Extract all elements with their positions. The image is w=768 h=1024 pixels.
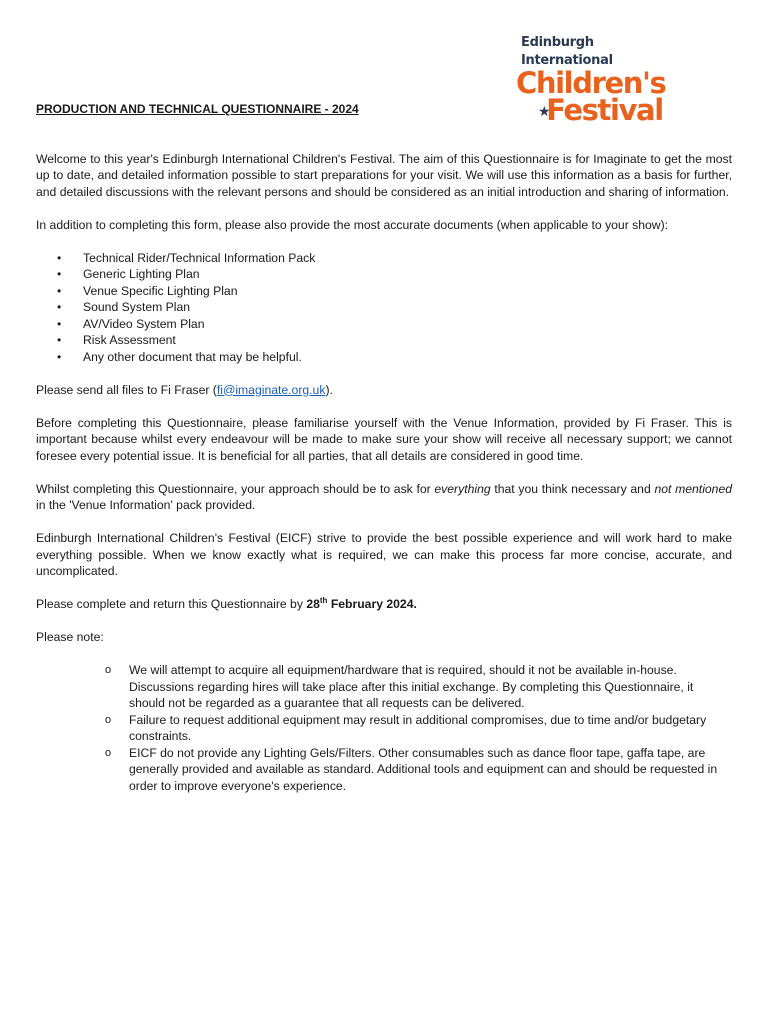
documents-list bbox=[36, 250, 732, 366]
notes-list bbox=[36, 662, 732, 794]
approach-everything: everything bbox=[434, 481, 491, 496]
send-files-paragraph bbox=[36, 382, 732, 399]
logo-line-1: Edinburgh International bbox=[521, 35, 613, 68]
logo-line-2: Children's bbox=[516, 66, 666, 100]
deadline-day: 28 bbox=[306, 597, 320, 611]
send-before: Please send all files to Fi Fraser ( bbox=[36, 382, 217, 397]
page-title: PRODUCTION AND TECHNICAL QUESTIONNAIRE - 2024 bbox=[36, 102, 359, 116]
send-after: ). bbox=[325, 382, 333, 397]
documents-intro: In addition to completing this form, please also provide the most accurate documents (when applicable to your show): bbox=[36, 217, 669, 232]
deadline-rest: February 2024. bbox=[327, 597, 417, 611]
email-link[interactable]: fi@imaginate.org.uk bbox=[216, 382, 326, 397]
list-item: • Sound System Plan bbox=[36, 299, 732, 316]
deadline-before: Please complete and return this Questionnaire by bbox=[36, 597, 307, 611]
list-item: • AV/Video System Plan bbox=[36, 316, 732, 333]
deadline-suffix: th bbox=[319, 595, 328, 605]
approach-paragraph bbox=[36, 481, 732, 514]
deadline-date bbox=[306, 597, 417, 611]
approach-a: Whilst completing this Questionnaire, your approach should be to ask for bbox=[36, 481, 435, 496]
deadline-paragraph bbox=[36, 596, 732, 613]
list-item: • Generic Lighting Plan bbox=[36, 266, 732, 283]
venue-info-paragraph: Before completing this Questionnaire, please familiarise yourself with the Venue Information, provided by Fi Fraser. This is important because whilst every endeavour will be made to make sure your show will receive all necessary support; we cannot foresee every potential issue. It is beneficial for all parties, that all details are considered in good time. bbox=[36, 415, 732, 463]
approach-e: in the 'Venue Information' pack provided. bbox=[36, 498, 256, 512]
eicf-paragraph: Edinburgh International Children's Festival (EICF) strive to provide the best possible experience and will work hard to make everything possible. When we know exactly what is required, we can make this process far more concise, accurate, and uncomplicated. bbox=[36, 531, 732, 578]
logo-line-3: Festival bbox=[546, 93, 663, 127]
list-item: o We will attempt to acquire all equipment/hardware that is required, should it not be available in-house. Discussions regarding hires will take place after this initial exchange. By completing this Questionnaire, it should not be regarded as a guarantee that all requests can be delivered. bbox=[129, 662, 732, 712]
star-icon: ★ bbox=[538, 104, 550, 120]
document-body bbox=[36, 101, 732, 794]
list-item: • Any other document that may be helpful. bbox=[36, 349, 732, 366]
list-item: o Failure to request additional equipment may result in additional compromises, due to time and/or budgetary constraints. bbox=[129, 712, 732, 745]
list-item: o EICF do not provide any Lighting Gels/Filters. Other consumables such as dance floor tape, gaffa tape, are generally provided and available as standard. Additional tools and equipment can and should be requested in order to improve everyone's experience. bbox=[129, 745, 732, 795]
list-item: • Technical Rider/Technical Information Pack bbox=[36, 250, 732, 267]
approach-c: that you think necessary and bbox=[490, 481, 655, 496]
approach-not-mentioned: not mentioned bbox=[654, 481, 733, 496]
list-item: • Risk Assessment bbox=[36, 332, 732, 349]
note-heading: Please note: bbox=[36, 630, 104, 644]
list-item: • Venue Specific Lighting Plan bbox=[36, 283, 732, 300]
intro-paragraph: Welcome to this year's Edinburgh International Children's Festival. The aim of this Questionnaire is for Imaginate to get the most up to date, and detailed information possible to start preparations for your visit. We will use this information as a basis for further, and detailed discussions with the relevant persons and should be considered as an initial introduction and sharing of information. bbox=[36, 151, 732, 199]
